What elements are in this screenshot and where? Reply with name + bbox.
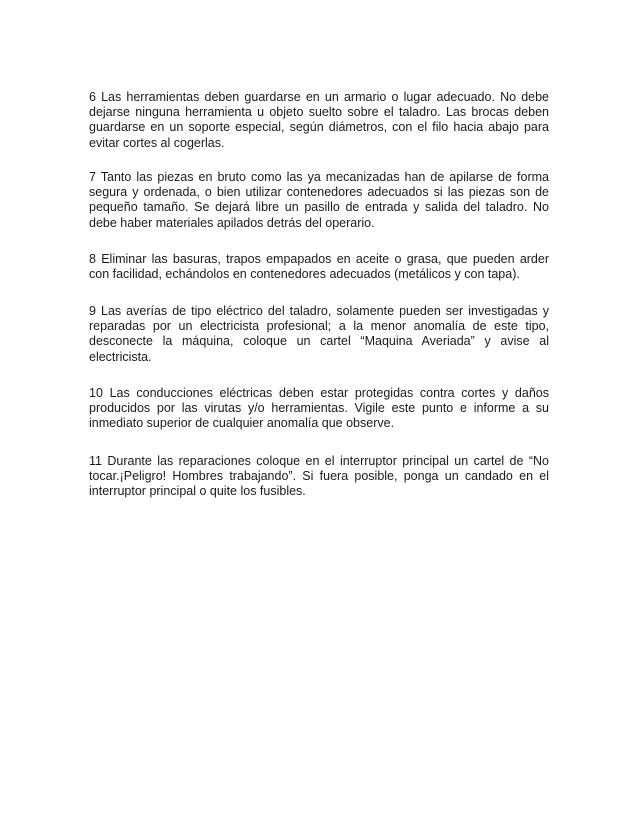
- paragraph-9: 9 Las averías de tipo eléctrico del taladro, solamente pueden ser investigadas y reparadas por un electricista profesional; a la menor anomalía de este tipo, desconecte la máquina, coloque un cartel “Maquina Averiada” y avise al electricista.: [89, 304, 549, 364]
- paragraph-11: 11 Durante las reparaciones coloque en el interruptor principal un cartel de “No tocar.¡Peligro! Hombres trabajando”. Si fuera posible, ponga un candado en el interruptor principal o quite los fusibles.: [89, 454, 549, 499]
- paragraph-7: 7 Tanto las piezas en bruto como las ya mecanizadas han de apilarse de forma segura y ordenada, o bien utilizar contenedores adecuados si las piezas son de pequeño tamaño. Se dejará libre un pasillo de entrada y salida del taladro. No debe haber materiales apilados detrás del operario.: [89, 170, 549, 230]
- paragraph-6: 6 Las herramientas deben guardarse en un armario o lugar adecuado. No debe dejarse ninguna herramienta u objeto suelto sobre el taladro. Las brocas deben guardarse en un soporte especial, según diámetros, con el filo hacia abajo para evitar cortes al cogerlas.: [89, 90, 549, 150]
- paragraph-10: 10 Las conducciones eléctricas deben estar protegidas contra cortes y daños producidos por las virutas y/o herramientas. Vigile este punto e informe a su inmediato superior de cualquier anomalía que observe.: [89, 386, 549, 431]
- paragraph-8: 8 Eliminar las basuras, trapos empapados en aceite o grasa, que pueden arder con facilidad, echándolos en contenedores adecuados (metálicos y con tapa).: [89, 252, 549, 282]
